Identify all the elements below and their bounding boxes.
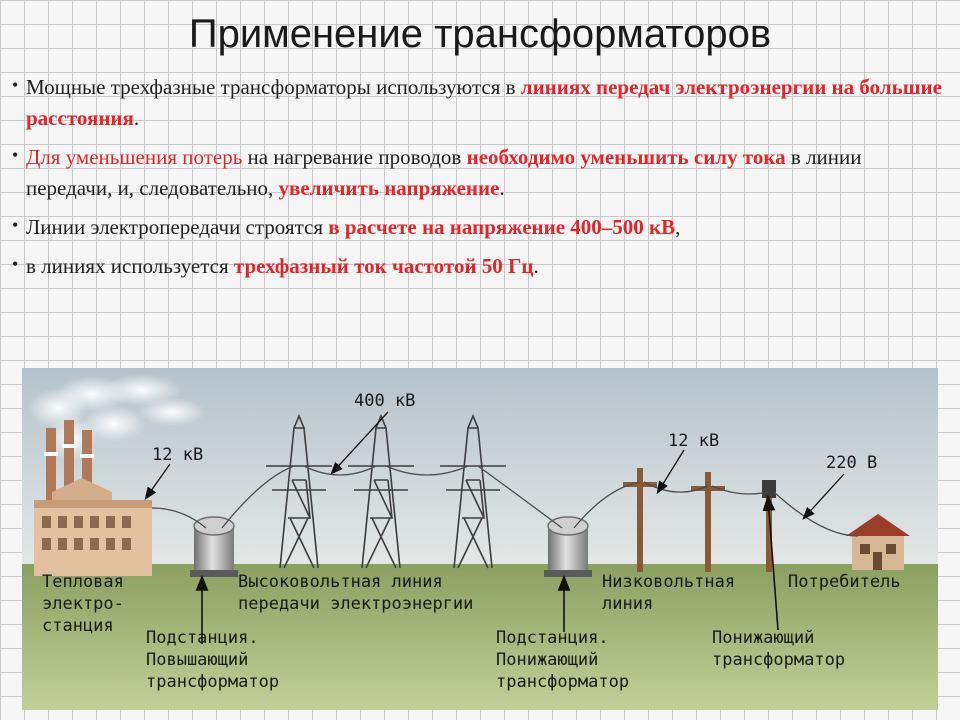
bullet-text-run: необходимо уменьшить силу тока xyxy=(466,145,786,169)
bullet-text-run: в расчете на напряжение 400–500 кВ xyxy=(328,215,676,239)
label-sub2-line2: Понижающий xyxy=(496,650,599,670)
bullet-text-run: Для уменьшения потерь xyxy=(26,145,243,169)
bullet-item xyxy=(12,212,947,243)
label-plant-line2: электро- xyxy=(42,594,124,614)
bullet-text-run: линиях передач электроэнергии на большие расстояния xyxy=(26,75,942,130)
bullet-list xyxy=(12,72,947,290)
label-sub1-line2: Повышающий xyxy=(146,650,249,670)
step-down-substation-transformer xyxy=(544,517,592,577)
bullet-text-run: . xyxy=(133,106,140,130)
bullet-text-run: в линии передачи, и, следовательно, xyxy=(26,145,862,200)
label-sub1-line3: трансформатор xyxy=(146,672,280,692)
bullet-item xyxy=(12,251,947,282)
bullet-text-run: Линии электропередачи строятся xyxy=(26,215,329,239)
label-consumer: Потребитель xyxy=(788,572,901,592)
power-transmission-diagram xyxy=(22,368,938,710)
bullet-text-run: Мощные трехфазные трансформаторы используются в xyxy=(26,75,521,99)
label-sub1-line1: Подстанция. xyxy=(146,628,259,648)
bullet-text-run: трехфазный ток частотой 50 Гц xyxy=(233,254,534,278)
bullet-text-run: , xyxy=(675,215,681,239)
bullet-item xyxy=(12,142,947,204)
voltage-label-hv: 400 кВ xyxy=(354,391,416,411)
bullet-text-run: увеличить напряжение xyxy=(278,176,500,200)
bullet-text-run: . xyxy=(499,176,505,200)
bullet-text-run: на нагревание проводов xyxy=(242,145,467,169)
label-sub2-line1: Подстанция. xyxy=(496,628,609,648)
bullet-item xyxy=(12,72,947,134)
label-lv-line2: линия xyxy=(602,594,654,614)
label-step-line1: Понижающий xyxy=(712,628,815,648)
bullet-text-run: в линиях используется xyxy=(26,254,234,278)
voltage-label-plant: 12 кВ xyxy=(152,445,204,465)
label-sub2-line3: трансформатор xyxy=(496,672,630,692)
voltage-label-lv: 12 кВ xyxy=(668,431,720,451)
label-step-line2: трансформатор xyxy=(712,650,846,670)
label-plant-line3: станция xyxy=(42,616,114,636)
slide-title: Применение трансформаторов xyxy=(188,12,772,56)
label-lv-line1: Низковольтная xyxy=(602,572,736,592)
label-hv-line1: Высоковольтная линия xyxy=(238,572,443,592)
label-hv-line2: передачи электроэнергии xyxy=(238,594,474,614)
step-up-transformer xyxy=(190,517,238,577)
voltage-label-consumer: 220 В xyxy=(826,453,878,473)
bullet-text-run: . xyxy=(533,254,539,278)
label-plant-line1: Тепловая xyxy=(42,572,124,592)
